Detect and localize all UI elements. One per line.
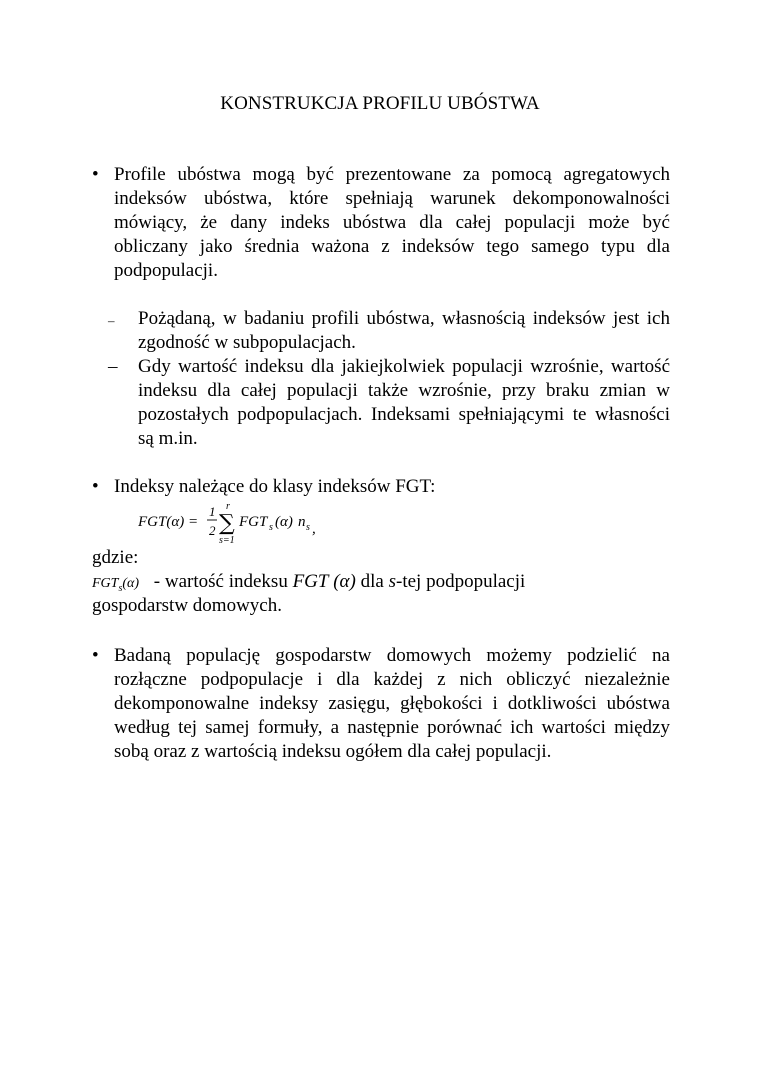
bullet-icon: •	[92, 645, 99, 666]
formula-sum-lower: s=1	[219, 535, 235, 546]
definition-fgt: FGT	[292, 571, 329, 592]
bullet-item-fgt	[92, 475, 670, 499]
definition-text-mid: dla	[360, 571, 384, 592]
definition-line2: gospodarstw domowych.	[92, 595, 282, 616]
bullet-item-profiles	[92, 163, 670, 283]
dash-text: Pożądaną, w badaniu profili ubóstwa, własnością indeksów jest ich zgodność w subpopulacjach.	[138, 308, 670, 353]
page-title: KONSTRUKCJA PROFILU UBÓSTWA	[220, 93, 540, 114]
formula-trailing: ,	[312, 521, 316, 537]
formula-frac-num: 1	[209, 504, 216, 519]
definition-symbol: $FGT_s(\alpha)$	[92, 576, 140, 594]
bullet-icon: •	[92, 476, 99, 497]
formula-term-base: FGT	[239, 514, 268, 530]
bullet-text: Badaną populację gospodarstw domowych możemy podzielić na rozłączne podpopulacje i dla każdej z nich obliczyć niezależnie dekomponowalne indeksy zasięgu, głębokości i dotkliwości ubóstwa według tej samej formuły, a następnie porównać ich wartości między sobą oraz z wartością indeksu ogółem dla całej populacji.	[114, 645, 670, 762]
bullet-text: Profile ubóstwa mogą być prezentowane za pomocą agregatowych indeksów ubóstwa, które spełniają warunek dekomponowalności mówiący, że dany indeks ubóstwa dla całej populacji może być obliczany jako średnia ważona z indeksów tego samego typu dla podpopulacji.	[114, 164, 670, 281]
dash-icon: –	[108, 313, 115, 328]
formula-term-n-sub: s	[306, 522, 310, 533]
bullet-text: Indeksy należące do klasy indeksów FGT:	[114, 476, 436, 497]
dash-item-monotonicity	[108, 355, 670, 451]
sigma-icon: ∑	[219, 511, 235, 536]
definition-alpha: (α)	[333, 571, 356, 592]
formula-frac-den: 2	[209, 523, 216, 538]
formula-term-arg: (α)	[275, 514, 293, 530]
formula-term-sub: s	[269, 522, 273, 533]
definition-text-before: - wartość indeksu	[153, 571, 288, 592]
formula-term-n: n	[298, 514, 306, 530]
bullet-icon: •	[92, 164, 99, 185]
formula-sum-upper: r	[226, 501, 230, 512]
definition-text-after: -tej podpopulacji	[396, 571, 526, 592]
dash-item-consistency	[108, 307, 670, 355]
bullet-item-population	[92, 644, 670, 764]
fgt-formula	[138, 500, 358, 546]
formula-lhs: FGT(α) =	[138, 514, 199, 530]
definition-s: s	[388, 571, 396, 592]
dash-text: Gdy wartość indeksu dla jakiejkolwiek populacji wzrośnie, wartość indeksu dla całej populacji także wzrośnie, przy braku zmian w pozostałych podpopulacjach. Indeksami spełniającymi te własności są m.in.	[138, 356, 670, 449]
gdzie-label: gdzie:	[92, 547, 139, 568]
dash-icon: –	[108, 356, 118, 377]
